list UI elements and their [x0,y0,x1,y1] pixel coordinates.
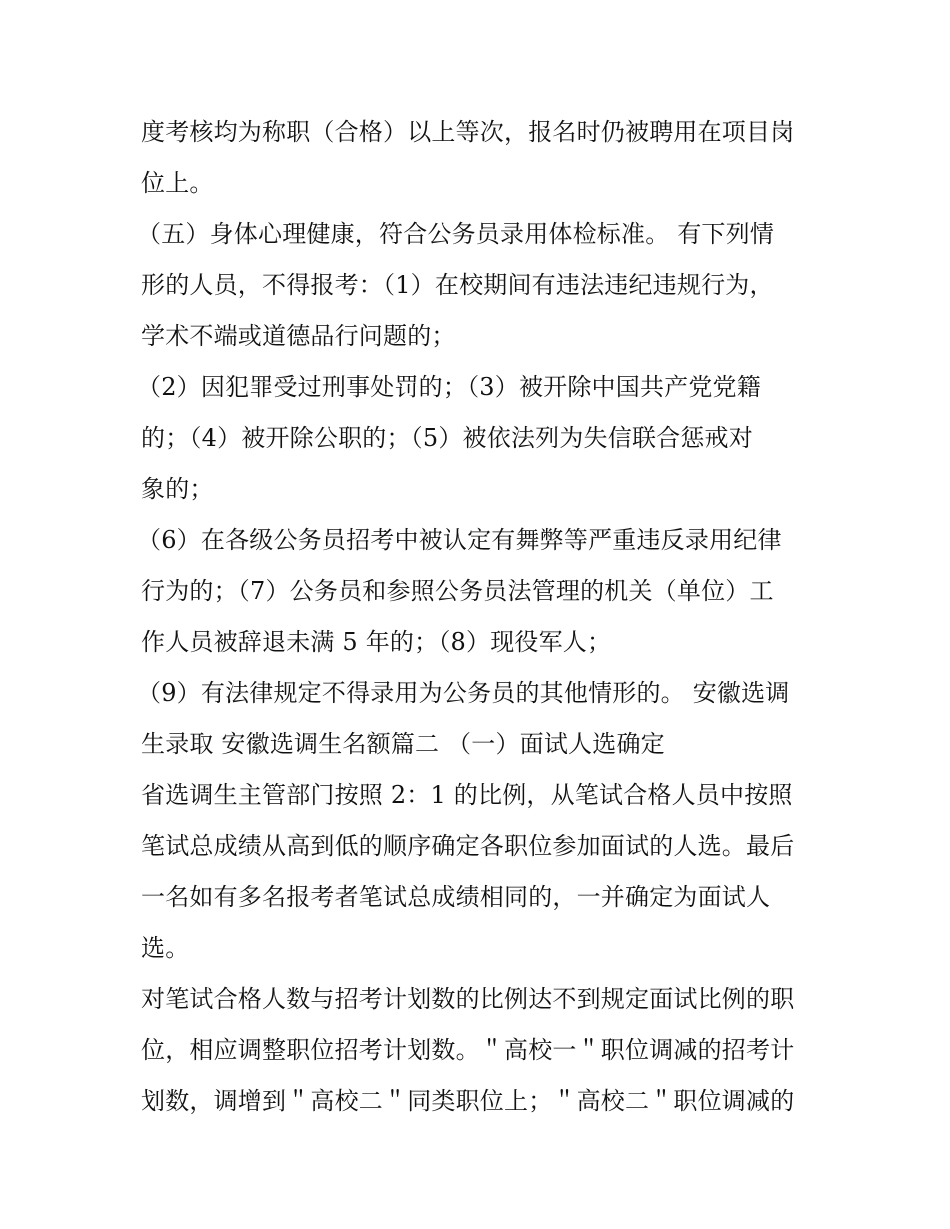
text-line: 位，相应调整职位招考计划数。＂高校一＂职位调减的招考计 [141,1036,795,1064]
text-line: 行为的；（7）公务员和参照公务员法管理的机关（单位）工 [141,577,774,605]
text-line: 象的； [141,475,214,503]
text-line: （2）因犯罪受过刑事处罚的；（3）被开除中国共产党党籍 [137,373,761,401]
body-text [137,107,821,1127]
text-line: 生录取 安徽选调生名额篇二 （一）面试人选确定 [141,730,665,758]
text-line: 形的人员，不得报考：（1）在校期间有违法违纪违规行为， [141,271,774,299]
text-line: 度考核均为称职（合格）以上等次，报名时仍被聘用在项目岗 [141,118,795,146]
text-line: （五）身体心理健康，符合公务员录用体检标准。 有下列情 [137,220,775,248]
text-line: 对笔试合格人数与招考计划数的比例达不到规定面试比例的职 [141,985,795,1013]
text-line: （9）有法律规定不得录用为公务员的其他情形的。 安徽选调 [137,679,790,707]
text-line: 划数，调增到＂高校二＂同类职位上；＂高校二＂职位调减的 [141,1087,795,1115]
text-line: 省选调生主管部门按照 2：1 的比例，从笔试合格人员中按照 [141,781,793,809]
text-line: 选。 [141,934,190,962]
text-line: 笔试总成绩从高到低的顺序确定各职位参加面试的人选。最后 [141,832,795,860]
text-line: 的；（4）被开除公职的；（5）被依法列为失信联合惩戒对 [141,424,753,452]
text-line: 作人员被辞退未满 5 年的；（8）现役军人； [141,628,612,656]
text-line: 一名如有多名报考者笔试总成绩相同的，一并确定为面试人 [141,883,771,911]
text-line: （6）在各级公务员招考中被认定有舞弊等严重违反录用纪律 [137,526,782,554]
text-line: 位上。 [141,169,214,197]
text-line: 学术不端或道德品行问题的； [141,322,456,350]
